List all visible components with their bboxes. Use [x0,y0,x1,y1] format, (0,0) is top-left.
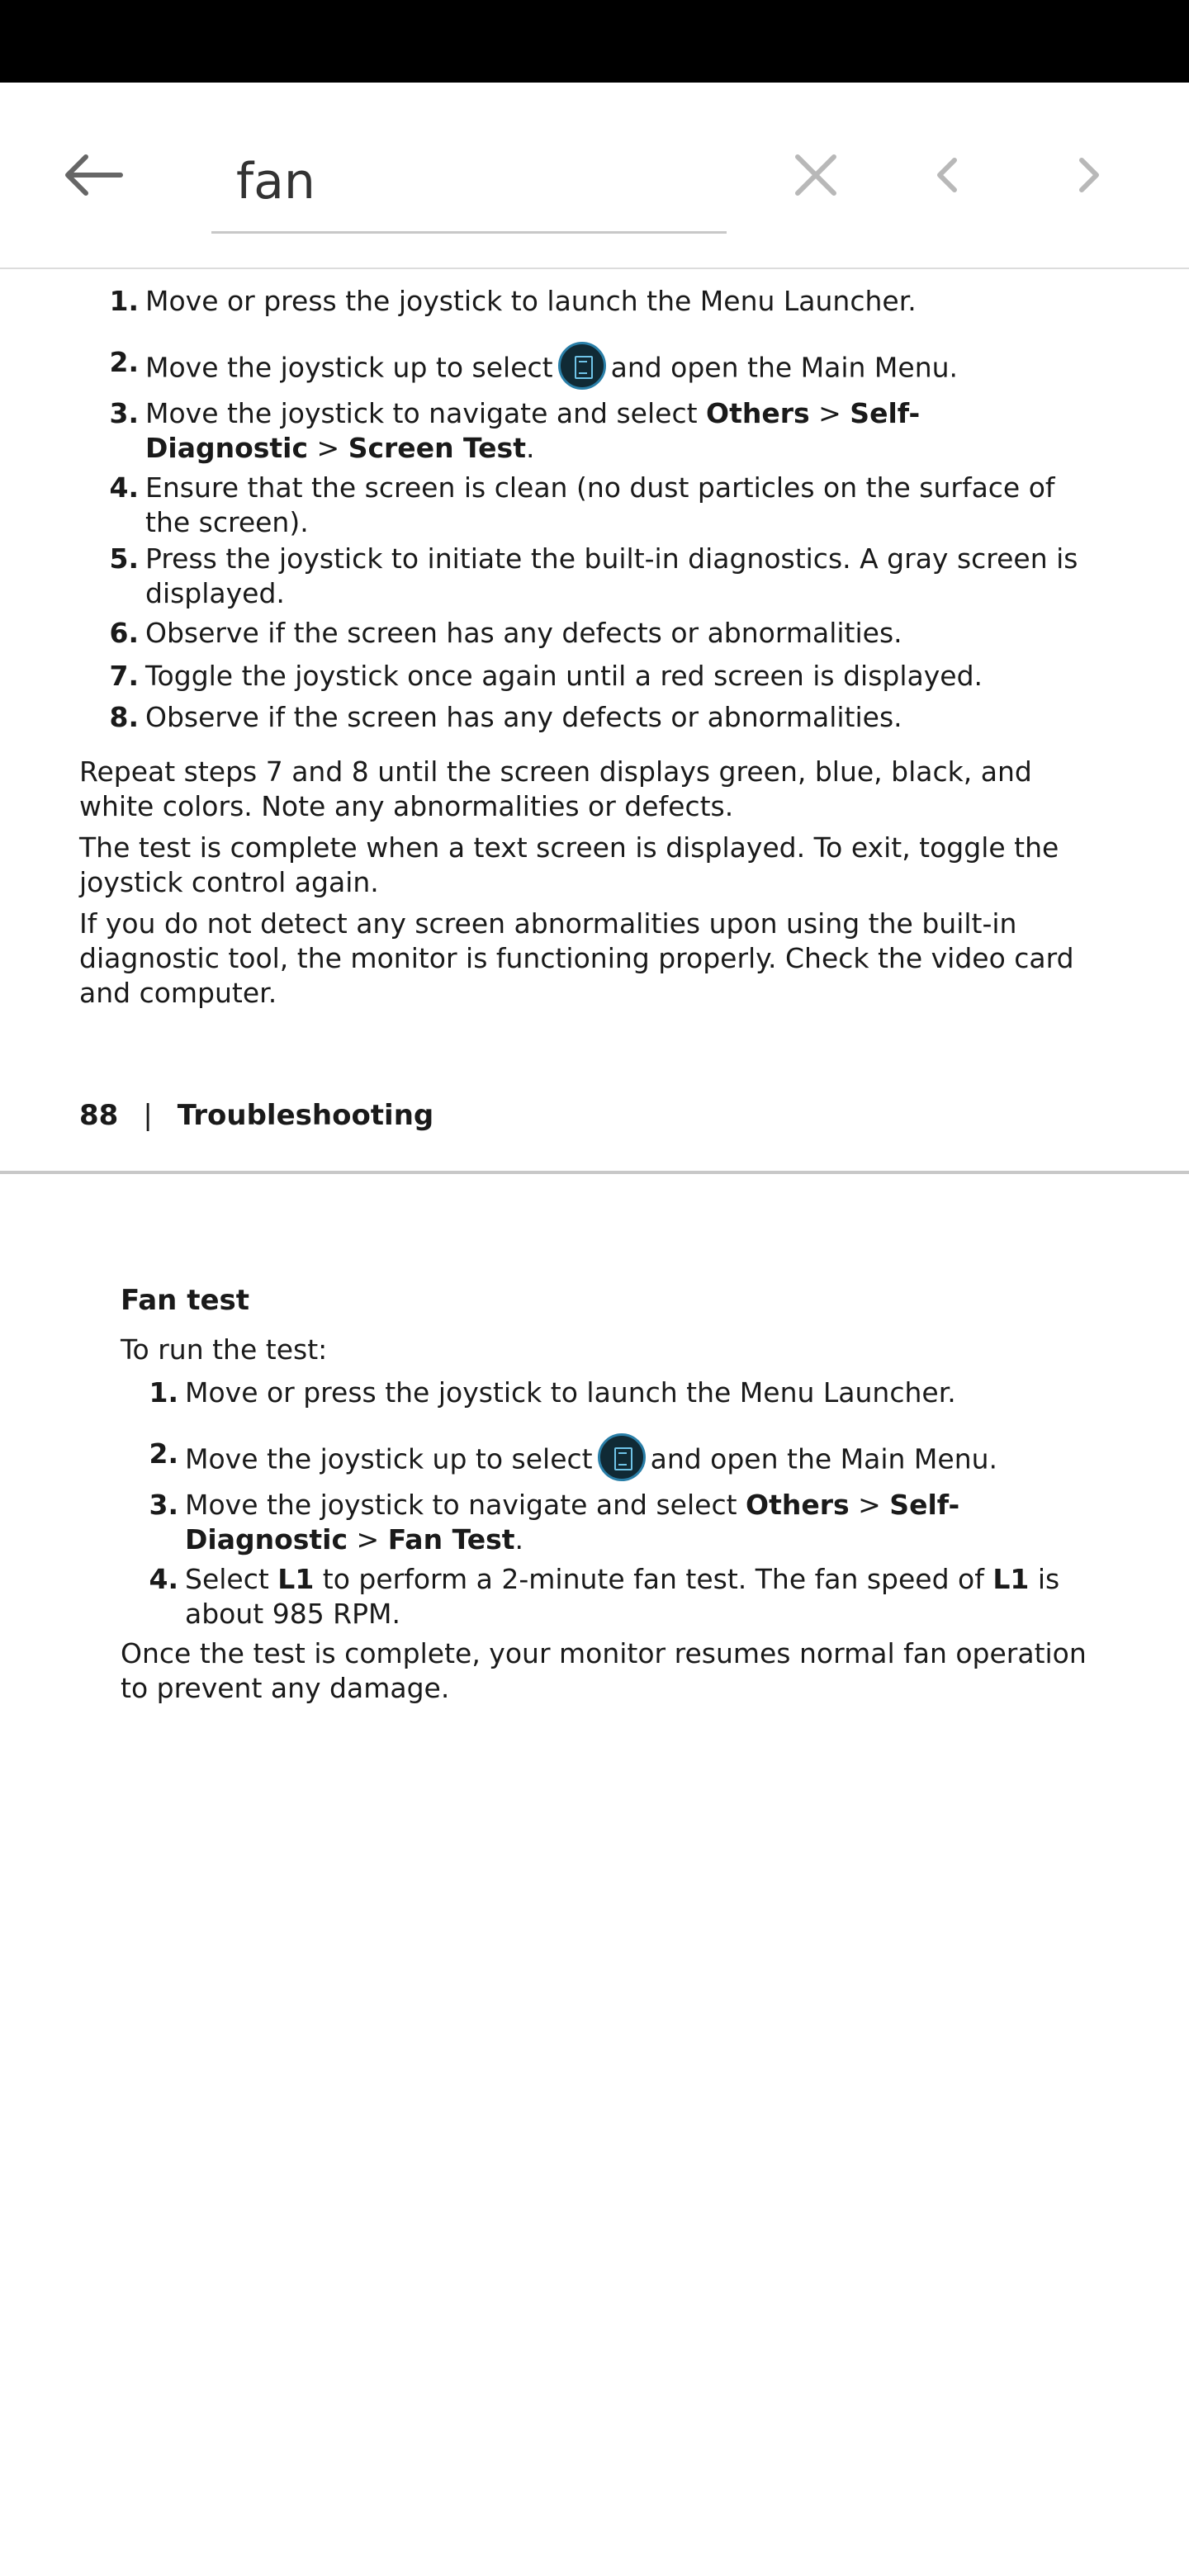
menu-path-screen-test: Screen Test [348,432,526,464]
main-menu-icon [558,342,606,390]
step-number: 2. [149,1437,178,1470]
step-number: 4. [109,471,139,504]
step-number: 6. [109,617,139,649]
search-field[interactable] [211,132,727,234]
list-item [107,659,1082,700]
step-number: 8. [109,701,139,733]
main-menu-icon [598,1433,646,1481]
list-item [107,616,1082,659]
document-page-fan-test [0,1174,1189,2576]
chevron-left-icon [931,155,964,195]
menu-path-fan-test: Fan Test [387,1523,515,1556]
fan-label-l1: L1 [277,1563,315,1595]
status-bar [0,0,1189,83]
list-item [107,542,1082,616]
menu-path-self-diagnostic: Self-Diagnostic [145,397,921,464]
step-text: Move or press the joystick to launch the Menu Launcher. [185,1376,956,1409]
step-text: and open the Main Menu. [650,1442,998,1475]
list-item [147,1437,1105,1488]
footer-separator: | [143,1099,153,1132]
intro-text: To run the test: [121,1333,328,1366]
step-text: is about 985 RPM. [185,1563,1060,1630]
step-text: Observe if the screen has any defects or abnormalities. [145,617,902,649]
fan-label-l1: L1 [992,1563,1030,1595]
search-input[interactable] [236,142,715,221]
step-text: Move the joystick up to select [185,1442,593,1475]
path-separator: > [348,1523,388,1556]
step-text: Press the joystick to initiate the built-in diagnostics. A gray screen is displayed. [145,542,1078,609]
arrow-left-icon [59,150,126,200]
step-number: 3. [109,397,139,429]
step-number: 2. [109,346,139,378]
step-text: Move the joystick up to select [145,351,553,384]
step-number: 5. [109,542,139,575]
page-number: 88 [79,1099,119,1132]
list-item [107,284,1082,345]
fan-test-steps [147,1376,1105,1636]
step-text: Move the joystick to navigate and select [145,397,707,429]
section-heading: Fan test [121,1284,250,1317]
list-item [147,1562,1105,1636]
step-number: 1. [149,1376,178,1409]
clear-search-button[interactable] [776,135,855,215]
step-text: . [525,432,535,464]
footer-section-title: Troubleshooting [177,1099,434,1132]
list-item [147,1376,1105,1437]
menu-path-others: Others [746,1489,850,1521]
step-text: Move the joystick to navigate and select [185,1489,746,1521]
document-page-88 [0,272,1189,1172]
list-item [107,471,1082,542]
step-text: Ensure that the screen is clean (no dust particles on the surface of the screen). [145,471,1055,538]
chevron-right-icon [1072,155,1105,195]
body-paragraph: The test is complete when a text screen is displayed. To exit, toggle the joystick control again. [79,831,1059,898]
step-text: and open the Main Menu. [610,351,959,384]
page-footer [79,1098,433,1133]
screen-test-steps [107,284,1082,741]
step-text: Move or press the joystick to launch the Menu Launcher. [145,285,917,317]
path-separator: > [849,1489,890,1521]
search-toolbar [0,83,1189,269]
body-paragraph: If you do not detect any screen abnormalities upon using the built-in diagnostic tool, the monitor is functioning properly. Check the video card and computer. [79,907,1074,1009]
body-paragraph: Once the test is complete, your monitor resumes normal fan operation to prevent any damage. [121,1637,1087,1704]
body-paragraph: Repeat steps 7 and 8 until the screen displays green, blue, black, and white colors. Note any abnormalities or defects. [79,755,1032,822]
step-number: 4. [149,1563,178,1595]
path-separator: > [809,397,850,429]
step-number: 7. [109,660,139,692]
step-text: . [514,1523,523,1556]
list-item [107,700,1082,741]
menu-path-self-diagnostic: Self-Diagnostic [185,1489,960,1556]
previous-result-button[interactable] [908,135,988,215]
step-number: 1. [109,285,139,317]
list-item [107,345,1082,396]
step-text: Select [185,1563,278,1595]
menu-path-others: Others [706,397,810,429]
back-button[interactable] [53,135,132,215]
close-icon [793,152,839,198]
list-item [107,396,1082,471]
step-text: Observe if the screen has any defects or abnormalities. [145,701,902,733]
step-number: 3. [149,1489,178,1521]
path-separator: > [308,432,348,464]
next-result-button[interactable] [1049,135,1128,215]
step-text: to perform a 2-minute fan test. The fan speed of [314,1563,993,1595]
list-item [147,1488,1105,1562]
step-text: Toggle the joystick once again until a red screen is displayed. [145,660,983,692]
